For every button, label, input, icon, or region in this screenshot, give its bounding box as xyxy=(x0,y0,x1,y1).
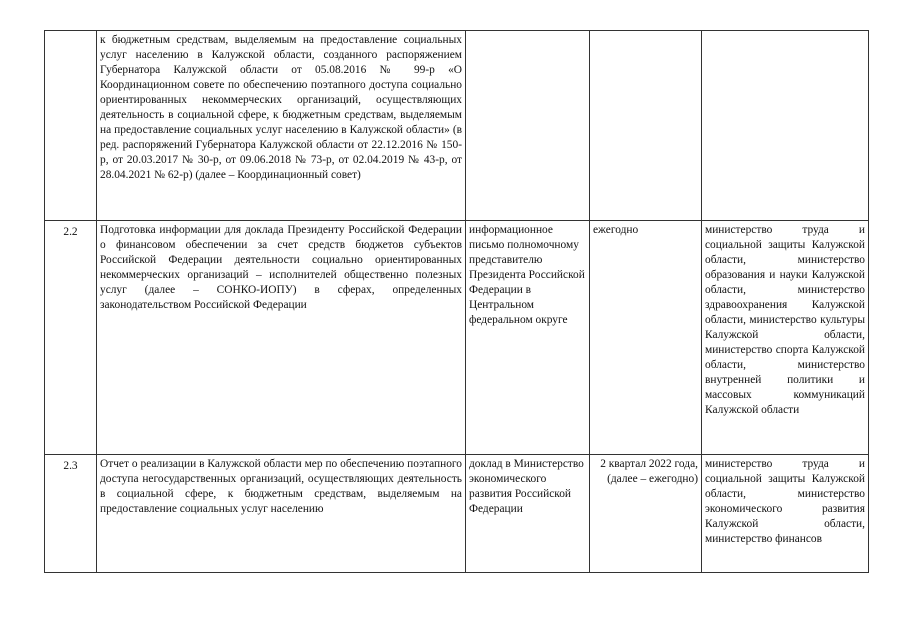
result-cell: доклад в Министерство экономического развития Российской Федерации xyxy=(466,455,590,573)
table-row xyxy=(45,31,869,221)
activity-cell: Подготовка информации для доклада Президенту Российской Федерации о финансовом обеспечении за счет средств бюджетов субъектов Российской Федерации деятельности социально ориентированных некоммерческих организаций – исполнителей общественно полезных услуг (далее – СОНКО-ИОПУ) в сферах, определенных законодательством Российской Федерации xyxy=(97,221,466,455)
row-number-cell xyxy=(45,31,97,221)
executors-cell xyxy=(702,31,869,221)
activity-cell: Отчет о реализации в Калужской области мер по обеспечению поэтапного доступа негосударственных организаций, осуществляющих деятельность в социальной сфере, к бюджетным средствам, выделяемым на предоставление социальных услуг населению xyxy=(97,455,466,573)
table-row xyxy=(45,455,869,573)
row-number-cell: 2.3 xyxy=(45,455,97,573)
table-row xyxy=(45,221,869,455)
activity-cell: к бюджетным средствам, выделяемым на предоставление социальных услуг населению в Калужской области, созданного распоряжением Губернатора Калужской области от 05.08.2016 № 99-р «О Координационном совете по обеспечению поэтапного доступа социально ориентированных некоммерческих организаций, осуществляющих деятельность в социальной сфере, к бюджетным средствам, выделяемым на предоставление социальных услуг населению в Калужской области» (в ред. распоряжений Губернатора Калужской области от 22.12.2016 № 150-р, от 20.03.2017 № 30-р, от 09.06.2018 № 73-р, от 02.04.2019 № 43-р, от 28.04.2021 № 62-р) (далее – Координационный совет) xyxy=(97,31,466,221)
term-cell: 2 квартал 2022 года, (далее – ежегодно) xyxy=(590,455,702,573)
result-cell: информационное письмо полномочному представителю Президента Российской Федерации в Центральном федеральном округе xyxy=(466,221,590,455)
executors-cell: министерство труда и социальной защиты Калужской области, министерство экономического развития Калужской области, министерство финансов xyxy=(702,455,869,573)
term-cell: ежегодно xyxy=(590,221,702,455)
row-number-cell: 2.2 xyxy=(45,221,97,455)
plan-table xyxy=(44,30,869,573)
executors-cell: министерство труда и социальной защиты Калужской области, министерство образования и науки Калужской области, министерство здравоохранения Калужской области, министерство культуры Калужской области, министерство спорта Калужской области, министерство внутренней политики и массовых коммуникаций Калужской области xyxy=(702,221,869,455)
result-cell xyxy=(466,31,590,221)
term-cell xyxy=(590,31,702,221)
